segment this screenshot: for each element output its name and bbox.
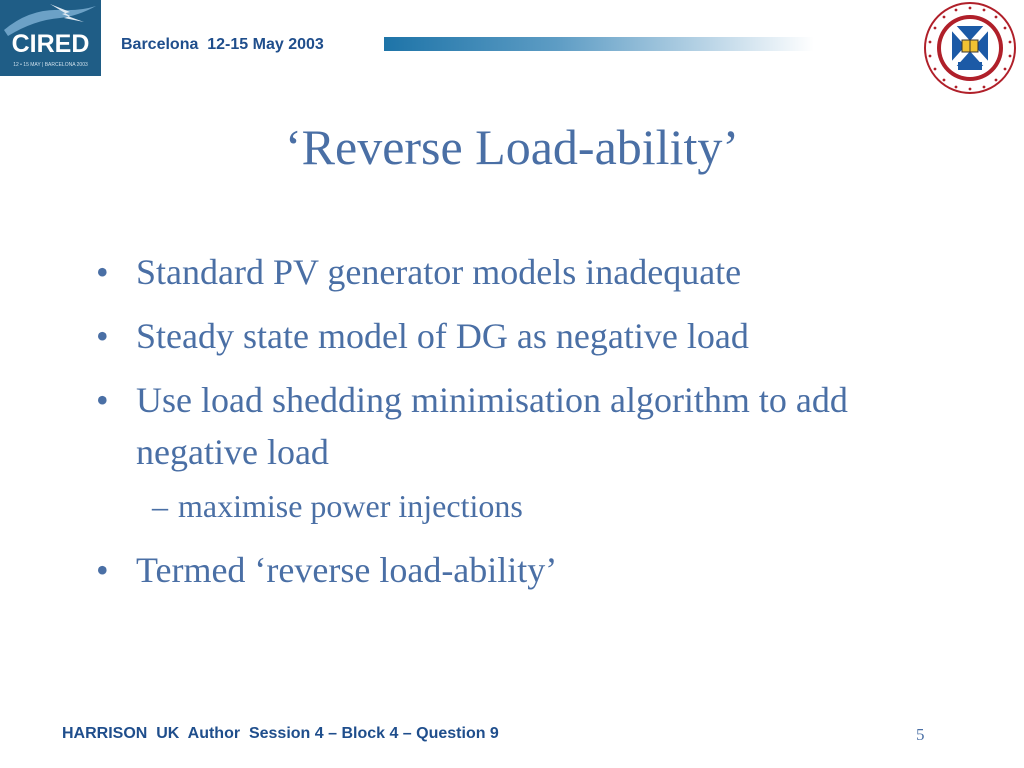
university-seal (922, 0, 1018, 96)
slide-title: ‘Reverse Load-ability’ (285, 119, 739, 175)
cired-logo (0, 0, 101, 76)
bullet-text: Steady state model of DG as negative load (136, 316, 749, 356)
logo-text: CIRED (11, 30, 90, 58)
bullet-text: Standard PV generator models inadequate (136, 252, 742, 292)
bullet-item: • Termed ‘reverse load-ability’ (96, 550, 558, 590)
conference-label: Barcelona 12-15 May 2003 (121, 36, 324, 53)
header-gradient-bar (384, 37, 814, 51)
bullet-text: Use load shedding minimisation algorithm to add negative load (136, 380, 848, 472)
seal-icon (922, 0, 1018, 96)
sub-bullet-text: maximise power injections (178, 488, 523, 524)
bullet-text: Termed ‘reverse load-ability’ (136, 550, 558, 590)
logo-subtext: 12 • 15 MAY | BARCELONA 2003 (13, 62, 88, 68)
bullet-item: • Steady state model of DG as negative load (96, 316, 749, 356)
footer-author: HARRISON UK Author Session 4 – Block 4 – Question 9 (62, 725, 499, 742)
page-number: 5 (916, 725, 925, 744)
sub-bullet-item: – maximise power injections (152, 488, 523, 524)
bullet-item: • Standard PV generator models inadequate (96, 252, 742, 292)
bullet-list (96, 246, 956, 608)
bullet-item: • Use load shedding minimisation algorithm to add negative load (96, 380, 848, 472)
